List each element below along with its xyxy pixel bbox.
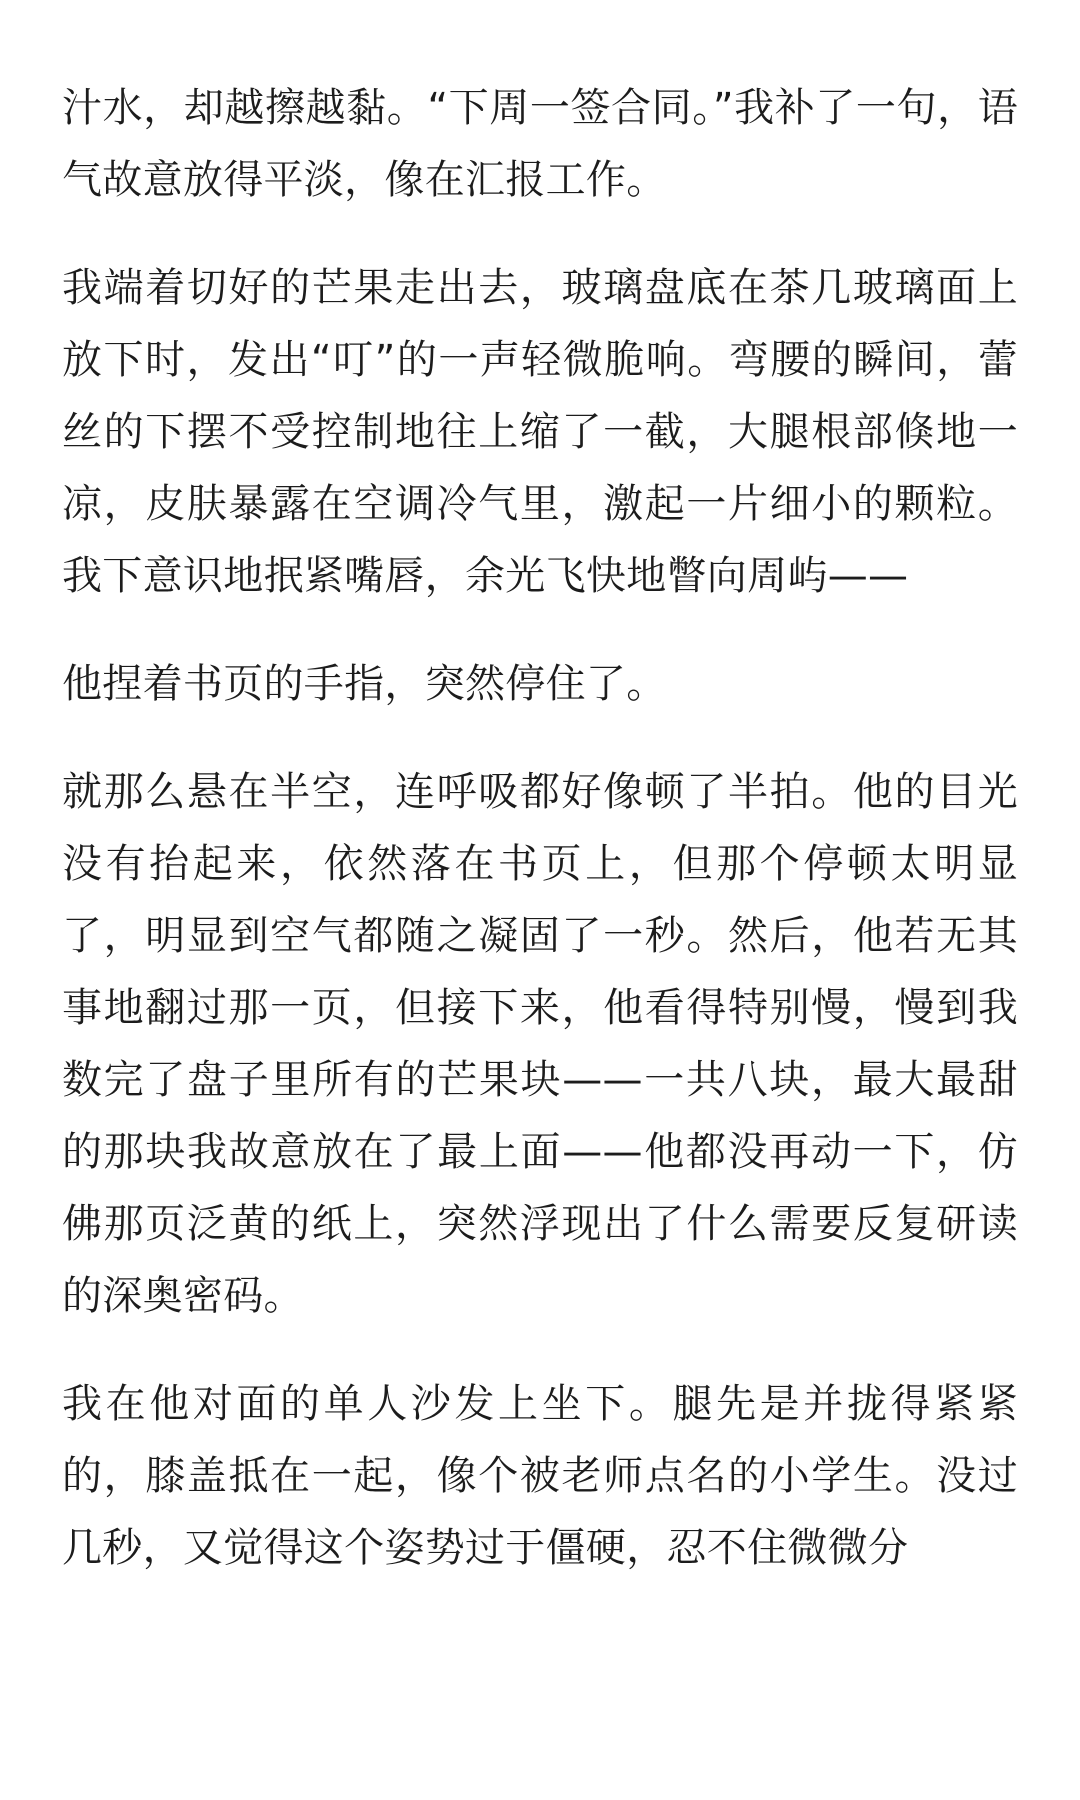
- paragraph-4: 就那么悬在半空，连呼吸都好像顿了半拍。他的目光没有抬起来，依然落在书页上，但那个停顿太明显了，明显到空气都随之凝固了一秒。然后，他若无其事地翻过那一页，但接下来，他看得特别慢，慢到我数完了盘子里所有的芒果块——一共八块，最大最甜的那块我故意放在了最上面——他都没再动一下，仿佛那页泛黄的纸上，突然浮现出了什么需要反复研读的深奥密码。: [62, 769, 1018, 1319]
- paragraph-2: 我端着切好的芒果走出去，玻璃盘底在茶几玻璃面上放下时，发出“叮”的一声轻微脆响。弯腰的瞬间，蕾丝的下摆不受控制地往上缩了一截，大腿根部倏地一凉，皮肤暴露在空调冷气里，激起一片细小的颗粒。我下意识地抿紧嘴唇，余光飞快地瞥向周屿——: [62, 265, 1018, 599]
- paragraph-5: 我在他对面的单人沙发上坐下。腿先是并拢得紧紧的，膝盖抵在一起，像个被老师点名的小学生。没过几秒，又觉得这个姿势过于僵硬，忍不住微微分: [62, 1381, 1018, 1571]
- paragraph-3: 他捏着书页的手指，突然停住了。: [62, 661, 667, 707]
- paragraph-1: 汁水，却越擦越黏。“下周一签合同。”我补了一句，语气故意放得平淡，像在汇报工作。: [62, 85, 1018, 203]
